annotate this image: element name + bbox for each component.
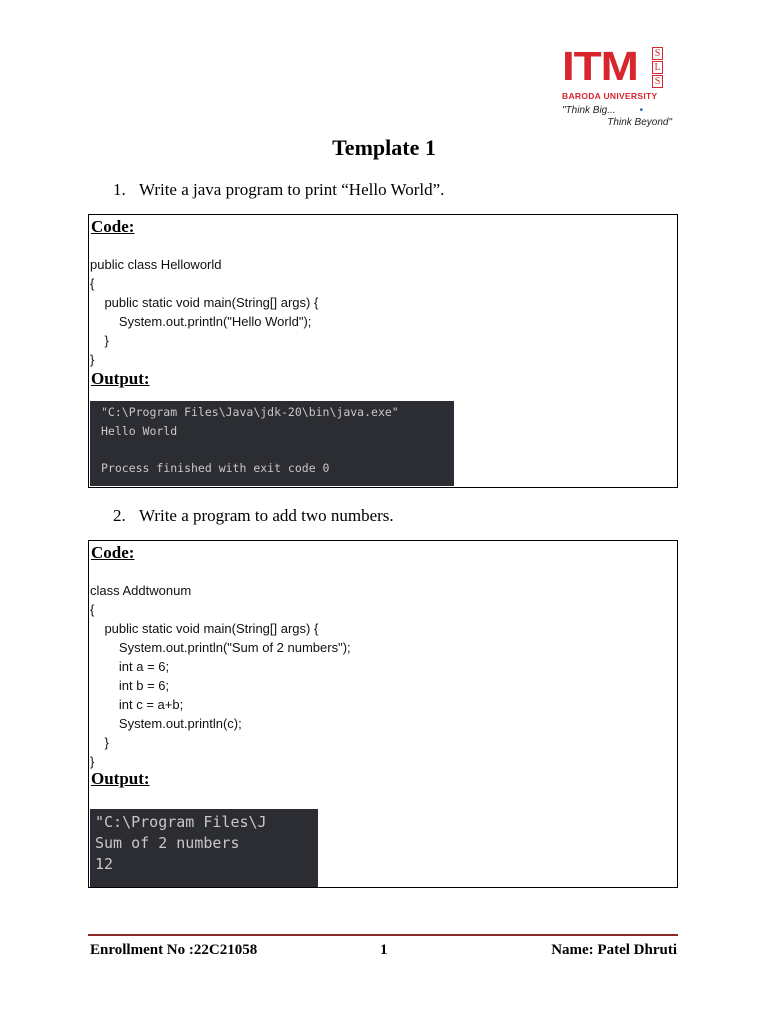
- code-heading: Code:: [91, 217, 135, 236]
- code-heading: Code:: [91, 543, 135, 562]
- question-number: 1.: [113, 180, 126, 199]
- footer-page-number: 1: [380, 942, 388, 958]
- question-2: [113, 506, 394, 526]
- logo-tagline-2: Think Beyond": [607, 117, 672, 128]
- question-text: Write a program to add two numbers.: [138, 506, 394, 525]
- footer-divider: [88, 934, 678, 936]
- logo-itm-text: ITM: [562, 43, 638, 89]
- question-text: Write a java program to print “Hello World”.: [138, 180, 445, 199]
- question-number: 2.: [113, 506, 126, 525]
- logo-letter: S: [652, 47, 663, 60]
- footer-enrollment: Enrollment No :22C21058: [90, 942, 258, 958]
- logo-university-name: BARODA UNIVERSITY: [562, 91, 658, 101]
- logo-letter: S: [652, 75, 663, 88]
- logo-dot-icon: •: [639, 105, 644, 116]
- logo-mark: [562, 43, 672, 89]
- logo-tagline-1: "Think Big... •: [562, 105, 644, 116]
- code-block: class Addtwonum { public static void main(String[] args) { System.out.println("Sum of 2 numbers"); int a = 6; int b = 6; int c = a+b; System.out.println(c); } }: [90, 583, 351, 769]
- university-logo: [562, 43, 672, 136]
- logo-letter: L: [652, 61, 663, 74]
- output-terminal: "C:\Program Files\Java\jdk-20\bin\java.exe" Hello World Process finished with exit code 0: [90, 401, 454, 486]
- page-title: Template 1: [332, 135, 436, 160]
- output-heading: Output:: [91, 769, 150, 788]
- footer-name: Name: Patel Dhruti: [551, 942, 677, 958]
- answer-box-1: [88, 214, 678, 488]
- code-block: public class Helloworld { public static void main(String[] args) { System.out.println("Hello World"); } }: [90, 257, 319, 367]
- output-terminal: "C:\Program Files\J Sum of 2 numbers 12: [90, 809, 318, 887]
- question-1: [113, 180, 444, 200]
- output-heading: Output:: [91, 369, 150, 388]
- answer-box-2: [88, 540, 678, 888]
